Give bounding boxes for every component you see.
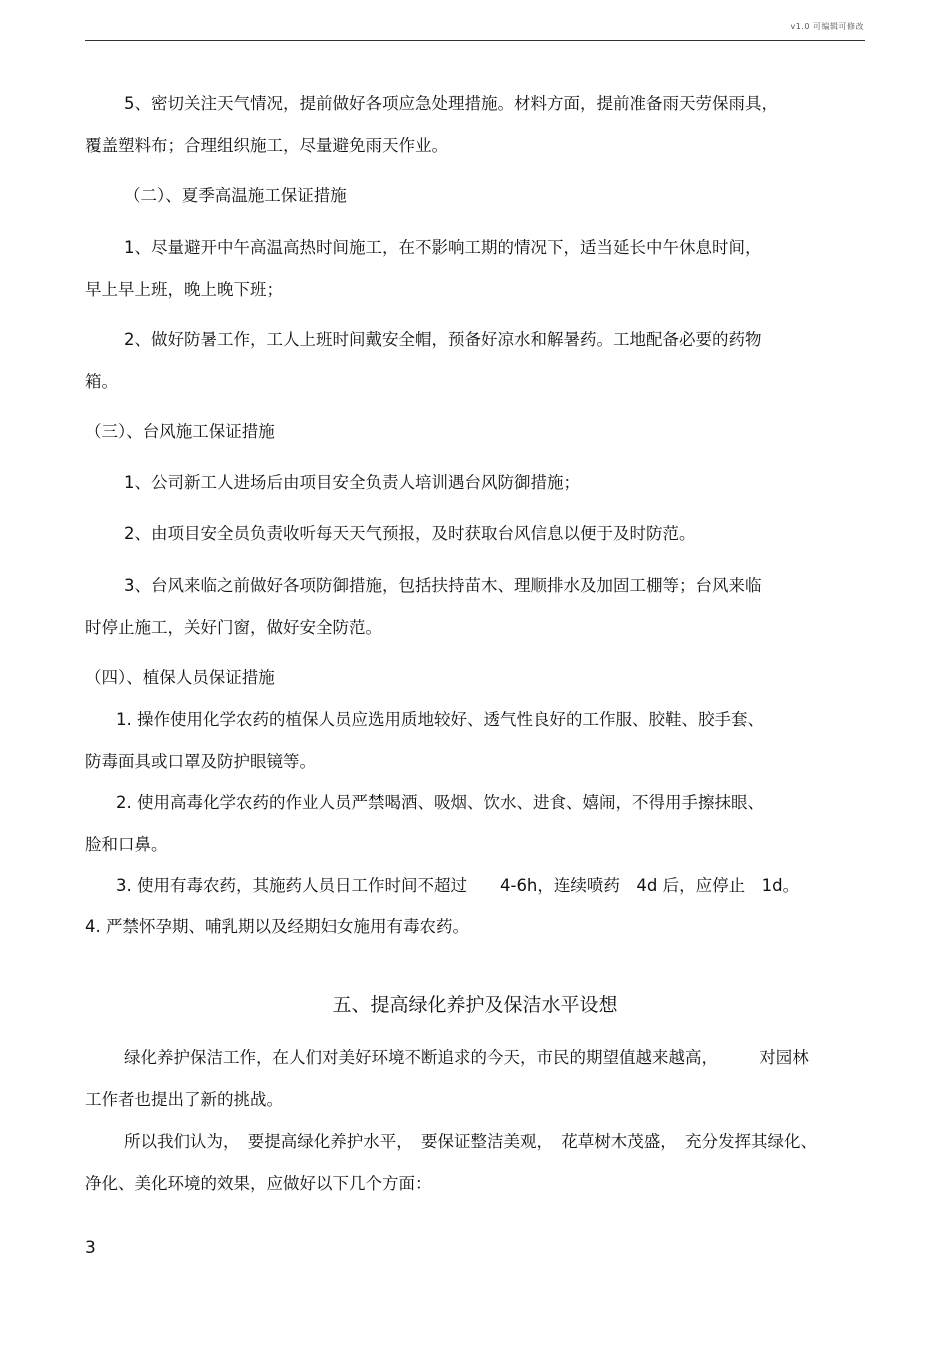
paragraph-line: 箱。 (85, 372, 118, 391)
header-divider (85, 40, 865, 41)
section-heading: 五、提高绿化养护及保洁水平设想 (332, 994, 618, 1016)
paragraph-line: 所以我们认为， 要提高绿化养护水平， 要保证整洁美观， 花草树木茂盛， 充分发挥其绿化、 (124, 1132, 817, 1151)
paragraph-line: 1、尽量避开中午高温高热时间施工，在不影响工期的情况下，适当延长中午休息时间， (124, 238, 762, 257)
subsection-heading: （四）、植保人员保证措施 (85, 668, 275, 687)
paragraph-line: 覆盖塑料布；合理组织施工，尽量避免雨天作业。 (85, 136, 448, 155)
paragraph-line: 2、由项目安全员负责收听每天天气预报，及时获取台风信息以便于及时防范。 (124, 524, 696, 543)
subsection-heading: （三）、台风施工保证措施 (85, 422, 275, 441)
paragraph-line: 脸和口鼻。 (85, 835, 168, 854)
subsection-heading: （二）、夏季高温施工保证措施 (124, 186, 347, 205)
paragraph-line: 工作者也提出了新的挑战。 (85, 1090, 283, 1109)
paragraph-line: 防毒面具或口罩及防护眼镜等。 (85, 752, 316, 771)
paragraph-line: 净化、美化环境的效果，应做好以下几个方面： (85, 1174, 432, 1193)
paragraph-line: 时停止施工，关好门窗，做好安全防范。 (85, 618, 382, 637)
paragraph-line: 早上早上班，晚上晚下班； (85, 280, 283, 299)
paragraph-line: 4. 严禁怀孕期、哺乳期以及经期妇女施用有毒农药。 (85, 917, 469, 936)
paragraph-line: 绿化养护保洁工作，在人们对美好环境不断追求的今天，市民的期望值越来越高， 对园林 (124, 1048, 809, 1067)
paragraph-line: 3、台风来临之前做好各项防御措施，包括扶持苗木、理顺排水及加固工棚等；台风来临 (124, 576, 762, 595)
document-version-label: v1.0 可编辑可修改 (790, 22, 864, 31)
paragraph-line: 2. 使用高毒化学农药的作业人员严禁喝酒、吸烟、饮水、进食、嬉闹，不得用手擦抹眼、 (116, 793, 764, 812)
paragraph-line: 5、密切关注天气情况，提前做好各项应急处理措施。材料方面，提前准备雨天劳保雨具， (124, 94, 778, 113)
paragraph-line: 1. 操作使用化学农药的植保人员应选用质地较好、透气性良好的工作服、胶鞋、胶手套、 (116, 710, 764, 729)
paragraph-line: 1、公司新工人进场后由项目安全负责人培训遇台风防御措施； (124, 473, 580, 492)
page-number: 3 (85, 1238, 96, 1258)
paragraph-line: 2、做好防暑工作，工人上班时间戴安全帽，预备好凉水和解暑药。工地配备必要的药物 (124, 330, 762, 349)
paragraph-line: 3. 使用有毒农药，其施药人员日工作时间不超过 4-6h，连续喷药 4d 后，应停止 1d。 (116, 876, 800, 895)
